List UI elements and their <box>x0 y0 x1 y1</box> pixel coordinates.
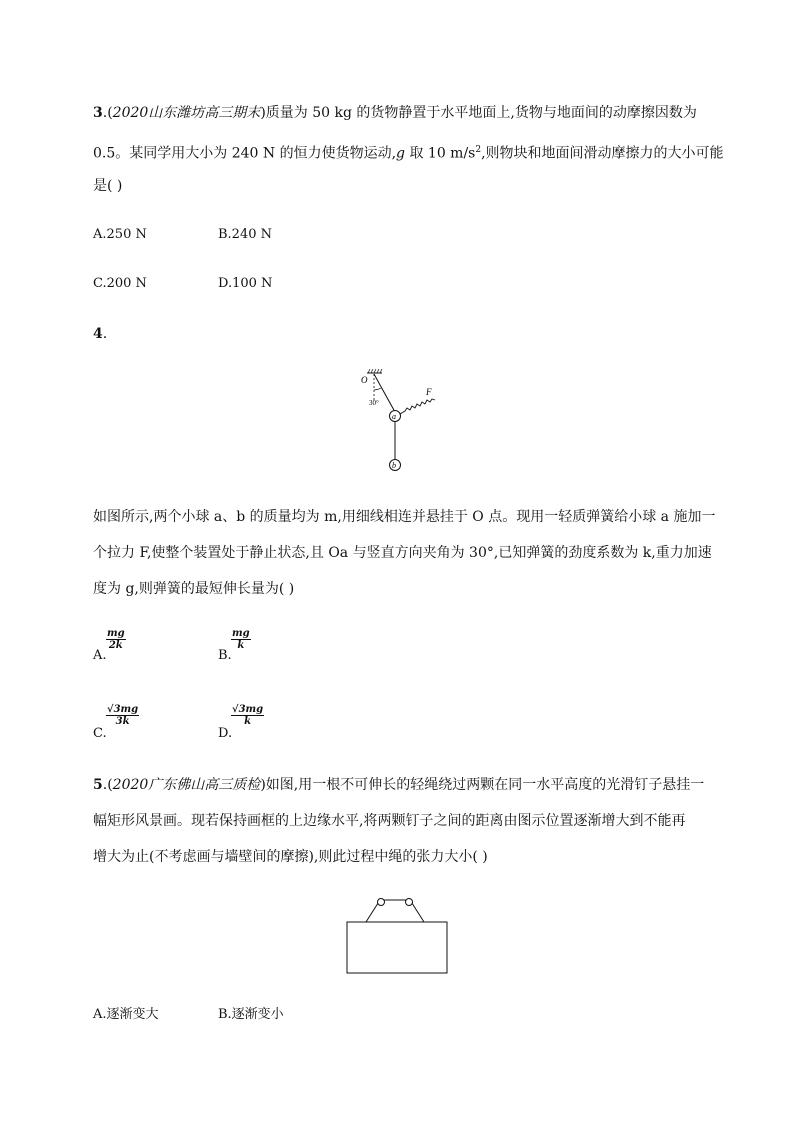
q4-option-a-num: mg <box>107 628 125 639</box>
q4-dot: . <box>102 326 108 342</box>
q5-prefix: .( <box>102 777 113 793</box>
q3-option-b: B.240 N <box>218 227 273 242</box>
q4-figure <box>355 368 455 478</box>
q5-line1-text: )如图,用一根不可伸长的轻绳绕过两颗在同一水平高度的光滑钉子悬挂一 <box>260 777 705 793</box>
label-angle: 30° <box>369 399 379 407</box>
q4-line-1: 如图所示,两个小球 a、b 的质量均为 m,用细线相连并悬挂于 O 点。现用一轻质弹簧给小球 a 施加一 <box>93 509 716 525</box>
q4-number: 4 <box>93 326 103 342</box>
q5-source: 2020广东佛山高三质检 <box>112 777 261 793</box>
q3-source: 2020山东潍坊高三期末 <box>112 105 261 121</box>
q3-line1-text: )质量为 50 kg 的货物静置于水平地面上,货物与地面间的动摩擦因数为 <box>260 105 697 121</box>
q4-option-b-den: k <box>237 640 245 651</box>
q4-option-c-fraction <box>106 704 139 727</box>
q4-option-a-den: 2k <box>108 640 123 651</box>
q3-number: 3 <box>93 105 103 121</box>
nail-right <box>406 899 413 906</box>
q4-option-c-den: 3k <box>115 716 130 727</box>
q4-option-a-fraction <box>106 628 126 651</box>
q5-line-3: 增大为止(不考虑画与墙壁间的摩擦),则此过程中绳的张力大小( ) <box>93 849 488 865</box>
q4-option-d-num: √3mg <box>232 704 264 715</box>
q4-option-d-den: k <box>244 716 252 727</box>
q4-option-c-num: √3mg <box>107 704 139 715</box>
q4-option-d-label: D. <box>218 726 233 741</box>
q4-option-c-label: C. <box>93 726 107 741</box>
q3-line2-g: g <box>396 145 406 162</box>
q5-figure <box>344 892 450 976</box>
angle-arc <box>374 388 381 390</box>
q3-option-c: C.200 N <box>93 276 147 291</box>
q3-line-1 <box>93 104 697 122</box>
q4-option-b-label: B. <box>218 648 232 663</box>
label-o: O <box>361 375 368 385</box>
q3-prefix: .( <box>102 105 113 121</box>
q4-header <box>93 325 107 343</box>
q4-line-2: 个拉力 F,使整个装置处于静止状态,且 Oa 与竖直方向夹角为 30°,已知弹簧的劲度系数为 k,重力加速 <box>93 545 712 561</box>
ceiling-hatch <box>368 369 382 373</box>
q3-line2-b: 取 10 m/s <box>405 145 476 162</box>
q3-line-3: 是( ) <box>93 178 123 194</box>
q3-line2-c: ,则物块和地面间滑动摩擦力的大小可能 <box>481 145 724 162</box>
q3-option-a: A.250 N <box>93 227 147 242</box>
q3-line2-a: 0.5。某同学用大小为 240 N 的恒力使货物运动, <box>93 145 397 162</box>
q4-option-a-label: A. <box>93 648 107 663</box>
picture-frame <box>347 922 447 973</box>
rope <box>366 900 424 922</box>
spring <box>400 399 435 414</box>
q5-option-b: B.逐渐变小 <box>218 1007 284 1022</box>
q4-option-b-num: mg <box>232 628 250 639</box>
q5-option-a: A.逐渐变大 <box>93 1007 159 1022</box>
label-a: a <box>392 412 396 421</box>
nail-left <box>378 899 385 906</box>
q4-option-b-fraction <box>231 628 251 651</box>
q5-line-1 <box>93 776 704 794</box>
label-f: F <box>426 387 432 397</box>
q3-line2-sup: 2 <box>475 145 482 155</box>
q3-option-d: D.100 N <box>218 276 273 291</box>
q5-line-2: 幅矩形风景画。现若保持画框的上边缘水平,将两颗钉子之间的距离由图示位置逐渐增大到不能再 <box>93 813 686 829</box>
q3-line-2 <box>93 141 724 163</box>
label-b: b <box>392 461 396 470</box>
q4-option-d-fraction <box>231 704 264 727</box>
q5-number: 5 <box>93 777 103 793</box>
q4-line-3: 度为 g,则弹簧的最短伸长量为( ) <box>93 581 295 597</box>
